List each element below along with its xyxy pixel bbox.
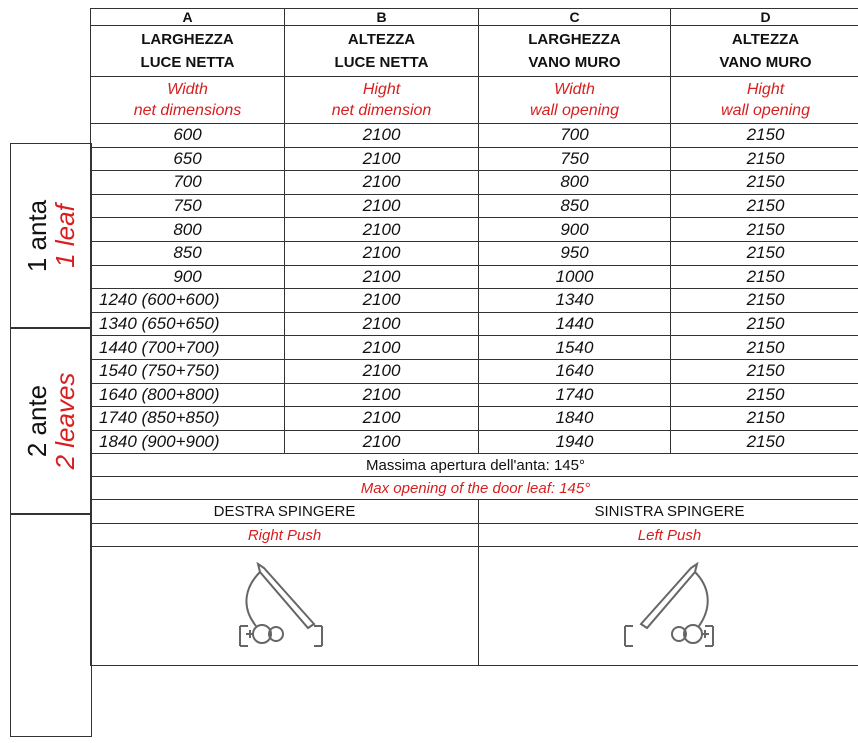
table-row: [91, 194, 858, 218]
door-right-push-diagram-icon: [210, 556, 360, 656]
table-cell: 750: [91, 194, 285, 218]
right-push-it: DESTRA SPINGERE: [91, 500, 479, 524]
right-push-diagram-cell: [91, 547, 479, 666]
table-cell: 2100: [285, 359, 479, 383]
table-cell: 800: [479, 171, 671, 195]
column-header-it: [91, 26, 285, 77]
table-row: [91, 147, 858, 171]
max-opening-en: Max opening of the door leaf: 145°: [91, 477, 858, 500]
table-cell: 1440: [479, 312, 671, 336]
left-blank-cell: [10, 513, 92, 737]
left-push-en: Left Push: [479, 524, 858, 547]
header-line: wall opening: [721, 102, 810, 119]
table-cell: 700: [91, 171, 285, 195]
header-line: VANO MURO: [719, 54, 812, 71]
table-cell: 1640 (800+800): [91, 383, 285, 407]
table-cell: 2150: [671, 359, 858, 383]
table-cell: 2100: [285, 430, 479, 454]
table-cell: 2100: [285, 147, 479, 171]
column-letter: A: [91, 9, 285, 26]
table-cell: 1240 (600+600): [91, 289, 285, 313]
table-cell: 2150: [671, 430, 858, 454]
group-label-it: 2 ante: [22, 384, 52, 458]
column-letter: C: [479, 9, 671, 26]
dimensions-table: [90, 8, 858, 666]
header-line: LUCE NETTA: [140, 54, 235, 71]
table-cell: 1340 (650+650): [91, 312, 285, 336]
table-cell: 2100: [285, 241, 479, 265]
table-cell: 2150: [671, 171, 858, 195]
column-header-en: [479, 77, 671, 124]
group-label-cell-1-leaf: [10, 143, 92, 329]
table-cell: 1340: [479, 289, 671, 313]
table-cell: 1540: [479, 336, 671, 360]
table-cell: 600: [91, 124, 285, 148]
table-row: [91, 265, 858, 289]
table-cell: 2150: [671, 312, 858, 336]
table-cell: 1440 (700+700): [91, 336, 285, 360]
header-line: LARGHEZZA: [528, 31, 621, 48]
table-cell: 2150: [671, 289, 858, 313]
header-line: ALTEZZA: [347, 31, 416, 48]
table-cell: 2150: [671, 336, 858, 360]
header-line: ALTEZZA: [731, 31, 800, 48]
table-cell: 2100: [285, 194, 479, 218]
english-header-row: [91, 77, 858, 124]
column-header-it: [479, 26, 671, 77]
right-push-en: Right Push: [91, 524, 479, 547]
data-rows: [91, 124, 858, 454]
table-cell: 800: [91, 218, 285, 242]
header-line: net dimensions: [133, 102, 242, 119]
header-line: Hight: [746, 81, 785, 98]
table-cell: 2150: [671, 218, 858, 242]
table-cell: 2100: [285, 124, 479, 148]
max-opening-row-it: [91, 454, 858, 477]
table-cell: 850: [479, 194, 671, 218]
table-cell: 700: [479, 124, 671, 148]
column-letter-row: [91, 9, 858, 26]
table-cell: 2100: [285, 171, 479, 195]
table-cell: 900: [91, 265, 285, 289]
group-label-en: 1 leaf: [50, 204, 80, 268]
left-push-diagram-cell: [479, 547, 858, 666]
table-cell: 1840 (900+900): [91, 430, 285, 454]
table-cell: 2100: [285, 218, 479, 242]
table-cell: 1000: [479, 265, 671, 289]
table-cell: 850: [91, 241, 285, 265]
table-row: [91, 359, 858, 383]
left-push-it: SINISTRA SPINGERE: [479, 500, 858, 524]
table-row: [91, 312, 858, 336]
header-line: wall opening: [530, 102, 619, 119]
header-line: LARGHEZZA: [141, 31, 234, 48]
header-line: Width: [554, 81, 595, 98]
table-row: [91, 383, 858, 407]
table-row: [91, 336, 858, 360]
table-row: [91, 171, 858, 195]
table-cell: 1840: [479, 407, 671, 431]
column-header-it: [285, 26, 479, 77]
push-row-it: [91, 500, 858, 524]
column-letter: D: [671, 9, 858, 26]
group-label-en: 2 leaves: [50, 372, 80, 470]
table-cell: 2150: [671, 124, 858, 148]
table-row: [91, 218, 858, 242]
table-cell: 2150: [671, 194, 858, 218]
column-header-en: [91, 77, 285, 124]
group-label-1-leaf: [23, 200, 79, 272]
group-label-2-leaves: [23, 373, 79, 470]
table-cell: 2100: [285, 407, 479, 431]
table-cell: 2150: [671, 147, 858, 171]
table-cell: 750: [479, 147, 671, 171]
table-cell: 2100: [285, 383, 479, 407]
column-header-en: [671, 77, 858, 124]
push-row-en: [91, 524, 858, 547]
table-cell: 2150: [671, 407, 858, 431]
table-cell: 2100: [285, 265, 479, 289]
max-opening-it: Massima apertura dell'anta: 145°: [91, 454, 858, 477]
table-row: [91, 241, 858, 265]
table-cell: 2100: [285, 289, 479, 313]
table-cell: 1740: [479, 383, 671, 407]
group-label-it: 1 anta: [22, 199, 52, 273]
table-cell: 2100: [285, 312, 479, 336]
column-header-en: [285, 77, 479, 124]
table-cell: 1940: [479, 430, 671, 454]
table-cell: 2150: [671, 265, 858, 289]
table-cell: 650: [91, 147, 285, 171]
table-cell: 1740 (850+850): [91, 407, 285, 431]
column-letter: B: [285, 9, 479, 26]
table-row: [91, 289, 858, 313]
table-cell: 900: [479, 218, 671, 242]
table-cell: 2150: [671, 241, 858, 265]
table-cell: 1640: [479, 359, 671, 383]
header-line: net dimension: [331, 102, 432, 119]
max-opening-row-en: [91, 477, 858, 500]
table-row: [91, 124, 858, 148]
header-line: VANO MURO: [528, 54, 621, 71]
group-label-cell-2-leaves: [10, 327, 92, 515]
table-row: [91, 407, 858, 431]
header-line: Hight: [362, 81, 401, 98]
door-left-push-diagram-icon: [595, 556, 745, 656]
italian-header-row: [91, 26, 858, 77]
table-cell: 2100: [285, 336, 479, 360]
column-header-it: [671, 26, 858, 77]
header-line: LUCE NETTA: [334, 54, 429, 71]
diagram-row: [91, 547, 858, 666]
table-cell: 2150: [671, 383, 858, 407]
header-line: Width: [167, 81, 208, 98]
table-cell: 1540 (750+750): [91, 359, 285, 383]
table-row: [91, 430, 858, 454]
table-cell: 950: [479, 241, 671, 265]
